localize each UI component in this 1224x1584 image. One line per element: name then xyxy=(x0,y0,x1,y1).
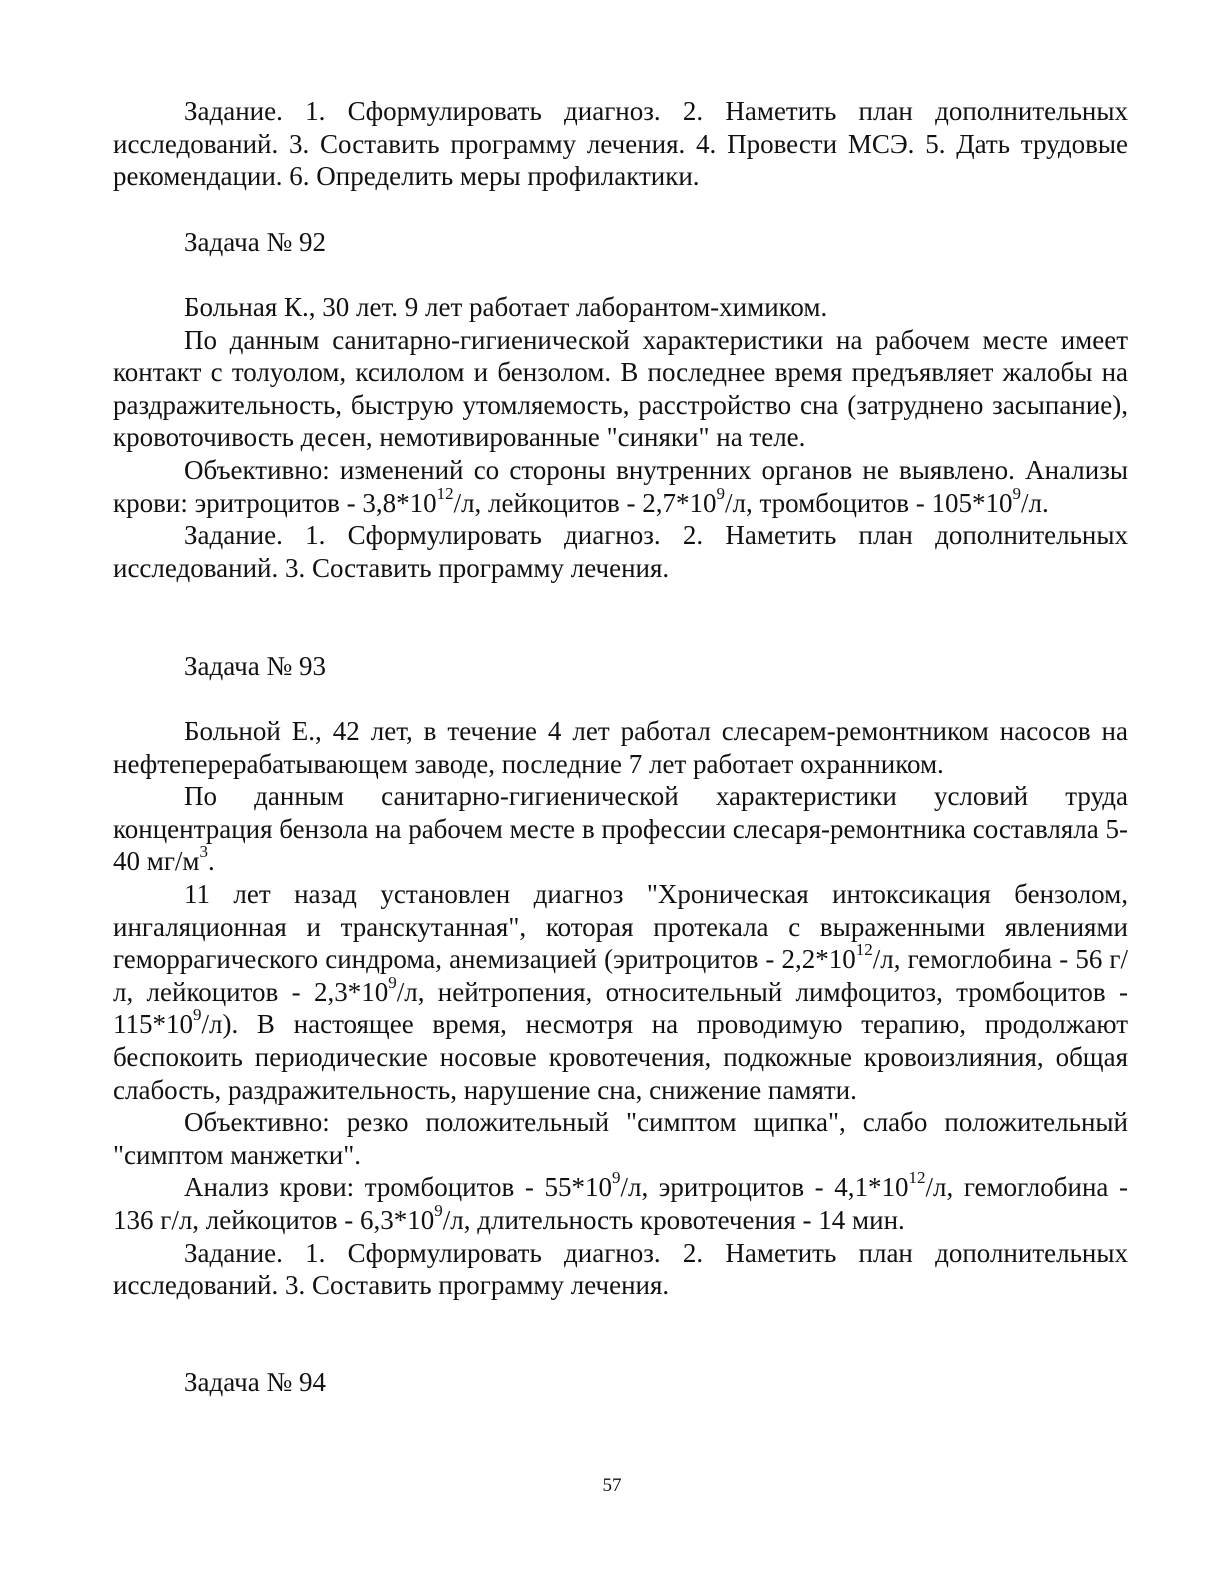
task-93-history-exponent-2: 9 xyxy=(388,972,397,992)
task-92-objective-exponent-2: 9 xyxy=(716,483,726,503)
task-92-objective-text-4: /л. xyxy=(1021,487,1049,518)
task-93-title: Задача № 93 xyxy=(184,651,326,681)
task-92-patient: Больная К., 30 лет. 9 лет работает лаборантом-химиком. xyxy=(184,292,828,322)
task-93-history-exponent-1: 12 xyxy=(855,940,873,960)
task-93-blood-exponent-3: 9 xyxy=(434,1200,443,1220)
task-93-history xyxy=(113,878,1128,1106)
task-92-block xyxy=(113,226,1128,259)
task-93-history-text-4: /л). В настоящее время, несмотря на проводимую терапию, продолжают беспокоить периодические носовые кровотечения, подкожные кровоизлияния, общая слабость, раздражительность, нарушение сна, снижение памяти. xyxy=(113,1009,1128,1105)
task-93-objective: Объективно: резко положительный "симптом щипка", слабо положительный "симптом манжетки". xyxy=(113,1107,1128,1170)
task-93-blood-text-1: Анализ крови: тромбоцитов - 55*10 xyxy=(184,1172,612,1203)
task-93-blood-text-4: /л, длительность кровотечения - 14 мин. xyxy=(442,1204,905,1235)
task-94-title: Задача № 94 xyxy=(184,1367,326,1397)
task-92-history: По данным санитарно-гигиенической характеристики на рабочем месте имеет контакт с толуолом, ксилолом и бензолом. В последнее время предъявляет жалобы на раздражительность, быструю утомляемость, расстройство сна (затруднено засыпание), кровоточивость десен, немотивированные "синяки" на теле. xyxy=(113,324,1128,453)
task-93-history-text-2: /л, гемоглобина - 56 г/л, лейкоцитов - 2,3*10 xyxy=(113,944,1128,1007)
task-93-history-text-1: 11 лет назад установлен диагноз "Хроническая интоксикация бензолом, ингаляционная и транскутанная", которая протекала с выраженными явлениями геморрагического синдрома, анемизацией (эритроцитов - 2,2*10 xyxy=(113,878,1128,975)
task-93-blood-exponent-1: 9 xyxy=(611,1168,621,1188)
page-number: 57 xyxy=(602,1475,622,1496)
task-93-conditions xyxy=(113,780,1128,878)
task-93-assignment: Задание. 1. Сформулировать диагноз. 2. Наметить план дополнительных исследований. 3. Составить программу лечения. xyxy=(113,1237,1128,1301)
task-93-blood-text-3: /л, гемоглобина - 136 г/л, лейкоцитов - 6,3*10 xyxy=(113,1172,1128,1235)
task-92-objective-exponent-1: 12 xyxy=(436,483,454,503)
task-93-blood-text-2: /л, эритроцитов - 4,1*10 xyxy=(620,1172,909,1203)
task-93-conditions-text-1: По данным санитарно-гигиенической характеристики условий труда концентрация бензола на рабочем месте в профессии слесаря-ремонтника составляла 5-40 мг/м xyxy=(113,781,1128,877)
task-93-history-exponent-3: 9 xyxy=(193,1005,202,1025)
task-94-block xyxy=(113,1366,1128,1399)
task-93-conditions-text-2: . xyxy=(208,846,215,877)
task-91-block xyxy=(113,95,1128,193)
task-93-patient: Больной Е., 42 лет, в течение 4 лет работал слесарем-ремонтником насосов на нефтеперерабатывающем заводе, последние 7 лет работает охранником. xyxy=(113,716,1128,779)
task-93-blood-analysis xyxy=(113,1168,1128,1236)
task-92-objective-text-2: /л, лейкоцитов - 2,7*10 xyxy=(453,487,717,518)
task-93-blood-exponent-2: 12 xyxy=(908,1168,926,1188)
task-93-body xyxy=(113,715,1128,1302)
task-91-assignment: Задание. 1. Сформулировать диагноз. 2. Наметить план дополнительных исследований. 3. Составить программу лечения. 4. Провести МСЭ. 5. Дать трудовые рекомендации. 6. Определить меры профилактики. xyxy=(113,96,1128,192)
task-92-objective xyxy=(113,454,1128,519)
task-93-conditions-exponent: 3 xyxy=(199,842,208,862)
task-93-heading-block xyxy=(113,650,1128,683)
task-92-objective-text-1: Объективно: изменений со стороны внутренних органов не выявлено. Анализы крови: эритроцитов - 3,8*10 xyxy=(113,454,1128,518)
task-92-title: Задача № 92 xyxy=(184,227,326,257)
task-92-objective-text-3: /л, тромбоцитов - 105*10 xyxy=(725,487,1013,518)
task-92-body xyxy=(113,291,1128,584)
task-92-assignment: Задание. 1. Сформулировать диагноз. 2. Наметить план дополнительных исследований. 3. Составить программу лечения. xyxy=(113,520,1128,583)
task-93-history-text-3: /л, нейтропения, относительный лимфоцитоз, тромбоцитов - 115*10 xyxy=(113,976,1129,1040)
task-92-objective-exponent-3: 9 xyxy=(1012,483,1022,503)
